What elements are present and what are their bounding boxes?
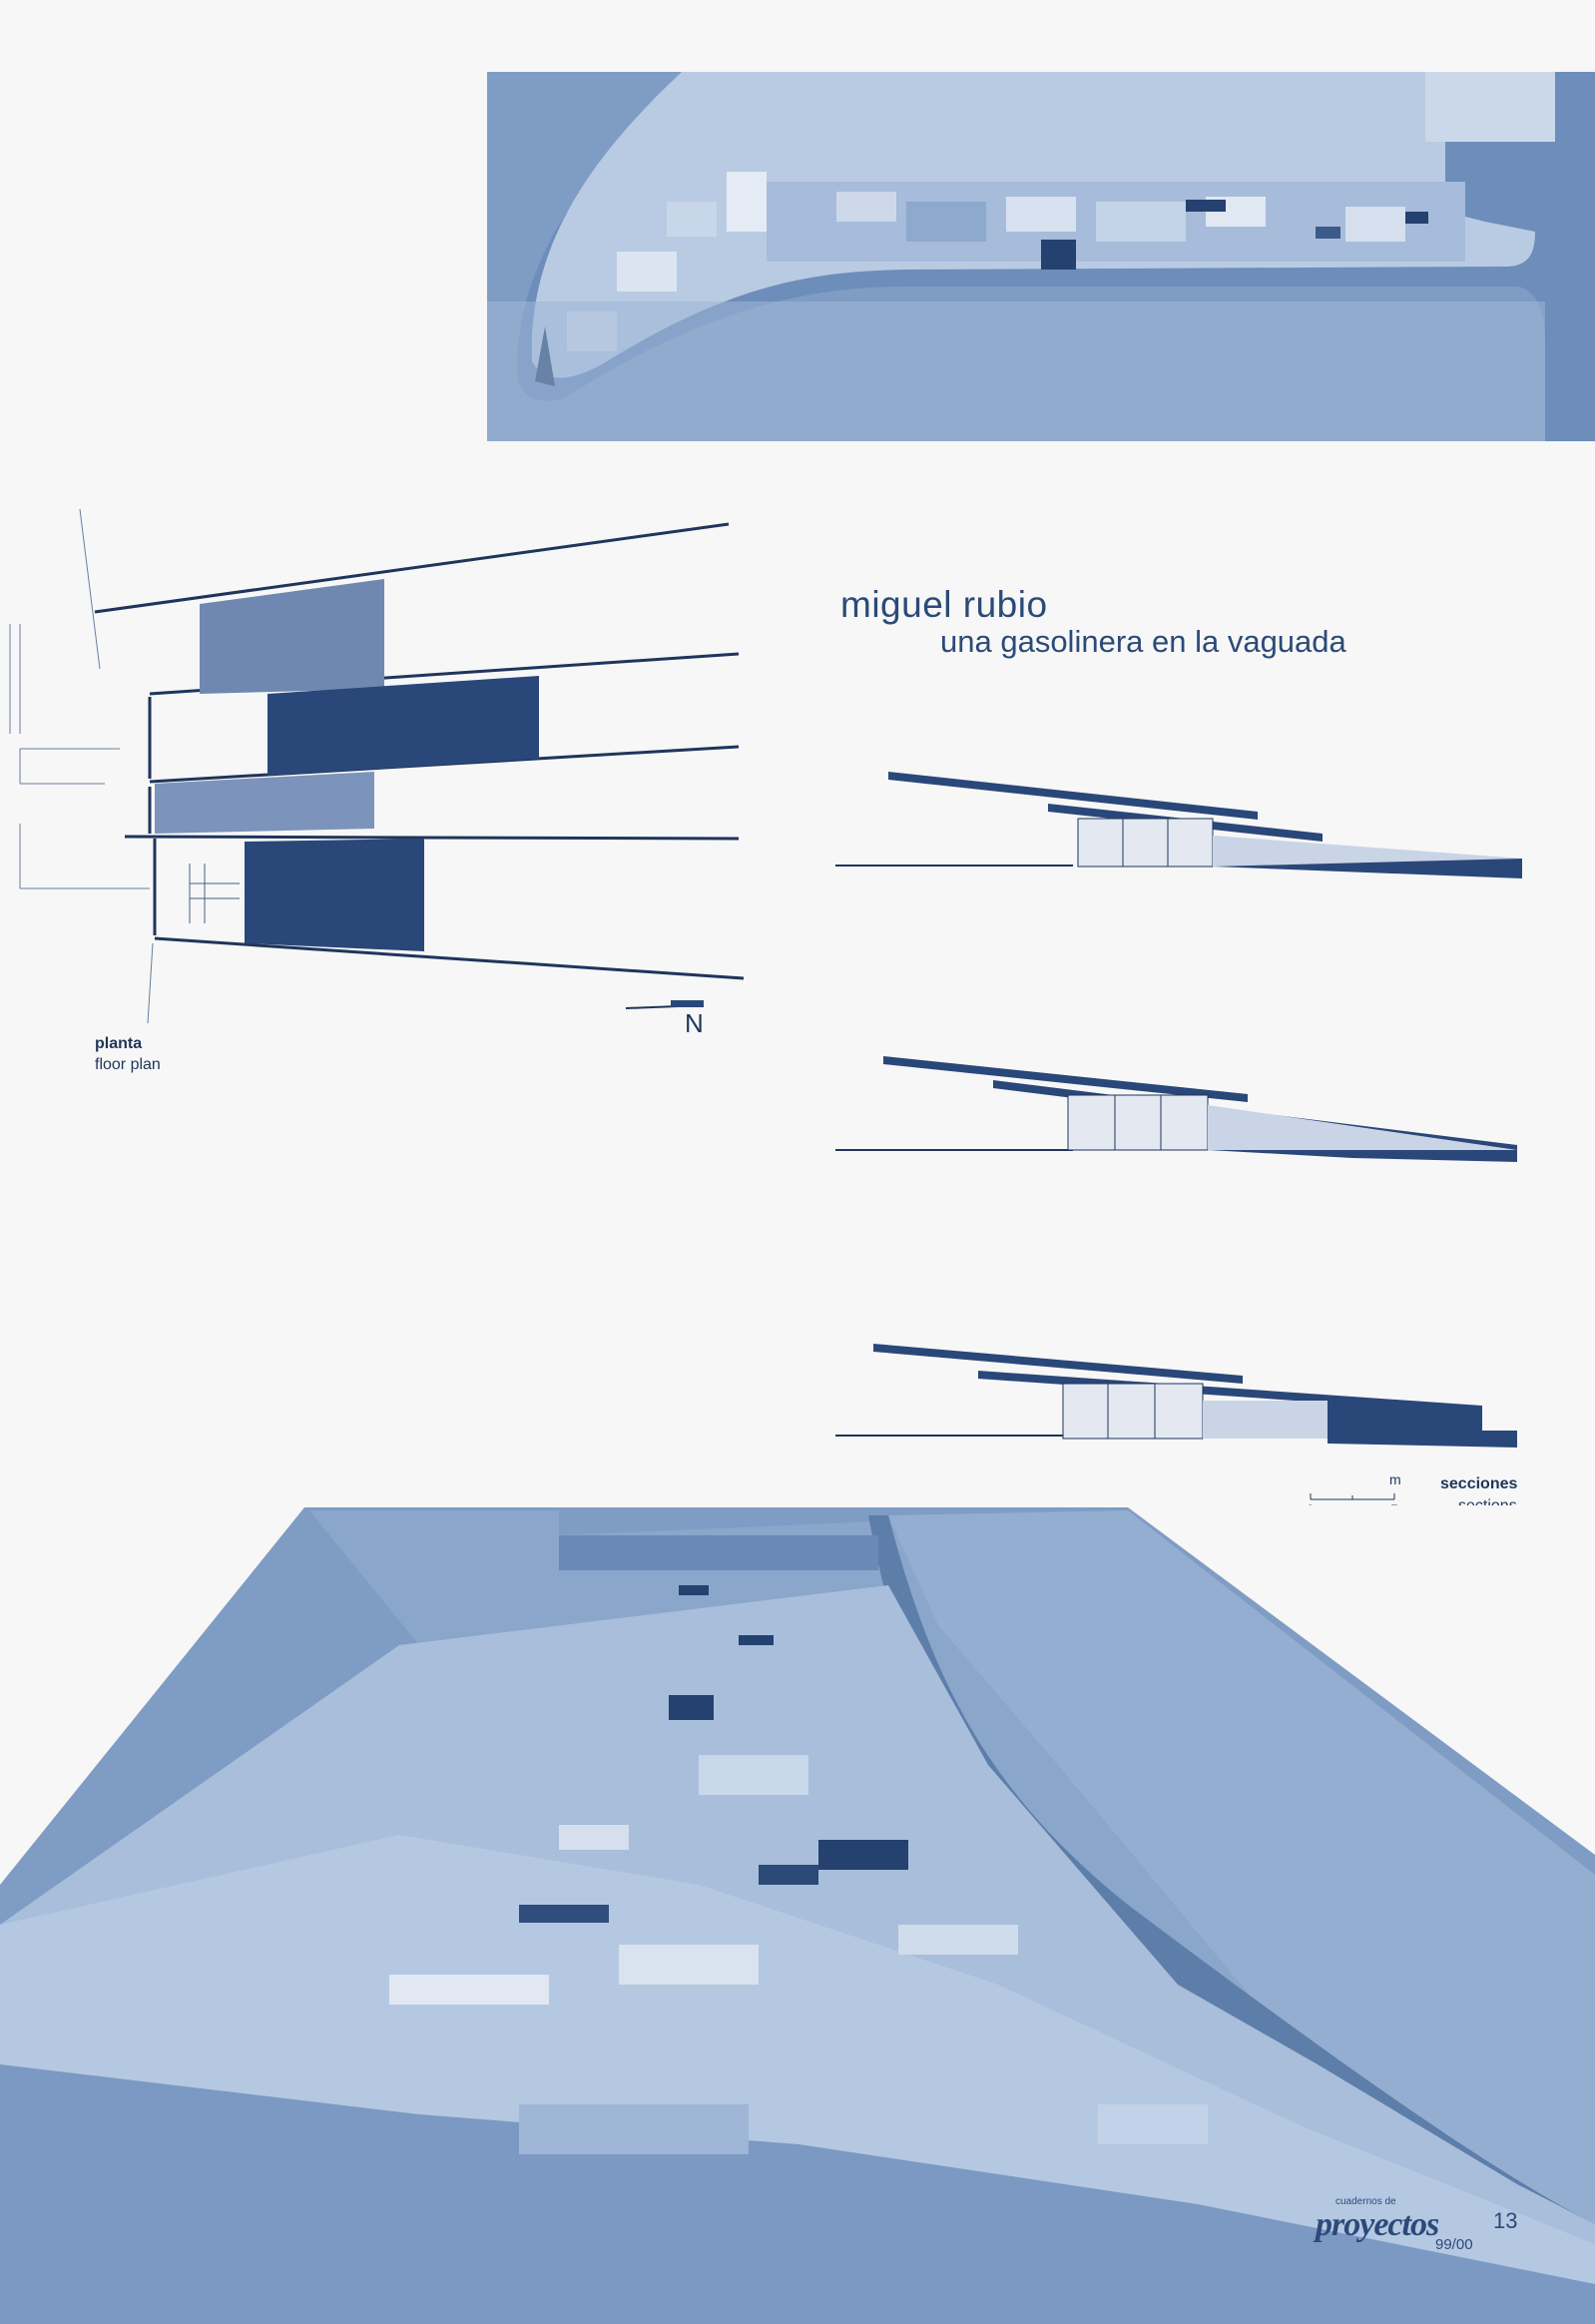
model-photo-top-graphic: [487, 72, 1595, 441]
floor-plan-caption-en: floor plan: [95, 1056, 161, 1073]
floor-plan-drawing: [0, 504, 759, 1033]
magazine-brand: proyectos: [1316, 2206, 1439, 2243]
project-title: una gasolinera en la vaguada: [940, 624, 1346, 659]
section-drawing-1: [833, 764, 1532, 893]
floor-plan-caption-es: planta: [95, 1035, 143, 1052]
north-label: N: [685, 1008, 704, 1038]
scale-unit: m: [1389, 1471, 1401, 1487]
issue-year: 99/00: [1435, 2236, 1473, 2253]
magazine-small-text: cuadernos de: [1335, 2196, 1396, 2207]
model-photo-top: [487, 72, 1595, 441]
section-drawing-3: [833, 1336, 1532, 1455]
sections-caption-es: secciones: [1440, 1475, 1518, 1492]
page-number: 13: [1493, 2208, 1518, 2233]
author-name: miguel rubio: [840, 584, 1048, 625]
section-scale-bar: [1303, 1485, 1402, 1505]
section-drawing-2: [833, 1050, 1532, 1180]
